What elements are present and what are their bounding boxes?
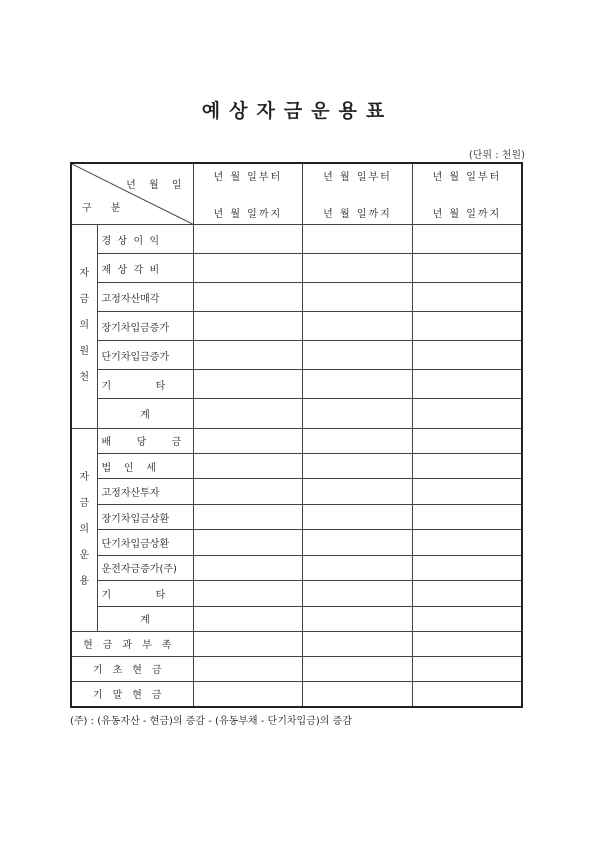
- period-to: 년 월 일까지: [213, 209, 283, 220]
- amount-cell[interactable]: [412, 254, 522, 283]
- period-header-1: [193, 163, 303, 225]
- sources-item-label: 고정자산매각: [97, 283, 193, 312]
- amount-cell[interactable]: [193, 453, 303, 478]
- amount-cell[interactable]: [303, 681, 413, 707]
- amount-cell[interactable]: [303, 555, 413, 580]
- table-row: [71, 370, 522, 399]
- amount-cell[interactable]: [303, 632, 413, 657]
- period-header-2: [303, 163, 413, 225]
- amount-cell[interactable]: [303, 254, 413, 283]
- period-from: 년 월 일부터: [432, 172, 502, 183]
- sources-item-label: 장기차입금증가: [97, 312, 193, 341]
- uses-total-row: [71, 606, 522, 631]
- amount-cell[interactable]: [193, 225, 303, 254]
- summary-row-label: 기초현금: [71, 656, 193, 681]
- table-row: [71, 225, 522, 254]
- fund-plan-table: [70, 162, 523, 708]
- amount-cell[interactable]: [412, 555, 522, 580]
- document-title: 예상자금운용표: [201, 100, 394, 122]
- table-row: [71, 504, 522, 529]
- table-row: [71, 479, 522, 504]
- sources-item-label: 기 타: [97, 370, 193, 399]
- amount-cell[interactable]: [193, 341, 303, 370]
- amount-cell[interactable]: [412, 312, 522, 341]
- amount-cell[interactable]: [193, 681, 303, 707]
- amount-cell[interactable]: [412, 606, 522, 631]
- amount-cell[interactable]: [193, 399, 303, 428]
- amount-cell[interactable]: [193, 254, 303, 283]
- amount-cell[interactable]: [412, 656, 522, 681]
- table-row: [71, 283, 522, 312]
- amount-cell[interactable]: [303, 399, 413, 428]
- sources-total-label: 계: [97, 399, 193, 428]
- amount-cell[interactable]: [193, 504, 303, 529]
- uses-item-label: 단기차입금상환: [97, 530, 193, 555]
- table-row: [71, 341, 522, 370]
- amount-cell[interactable]: [303, 312, 413, 341]
- amount-cell[interactable]: [412, 504, 522, 529]
- amount-cell[interactable]: [193, 479, 303, 504]
- uses-item-label: 장기차입금상환: [97, 504, 193, 529]
- header-category-label: 구 분: [82, 203, 129, 214]
- summary-row: [71, 656, 522, 681]
- amount-cell[interactable]: [412, 681, 522, 707]
- amount-cell[interactable]: [412, 428, 522, 453]
- sources-item-label: 경 상 이 익: [97, 225, 193, 254]
- amount-cell[interactable]: [303, 428, 413, 453]
- summary-row-label: 현금과부족: [71, 632, 193, 657]
- amount-cell[interactable]: [193, 530, 303, 555]
- amount-cell[interactable]: [303, 225, 413, 254]
- amount-cell[interactable]: [303, 656, 413, 681]
- amount-cell[interactable]: [412, 479, 522, 504]
- header-row: [71, 163, 522, 225]
- amount-cell[interactable]: [412, 453, 522, 478]
- amount-cell[interactable]: [303, 341, 413, 370]
- uses-item-label: 기 타: [97, 581, 193, 606]
- amount-cell[interactable]: [412, 632, 522, 657]
- summary-row-label: 기말현금: [71, 681, 193, 707]
- period-to: 년 월 일까지: [432, 209, 502, 220]
- summary-row: [71, 632, 522, 657]
- amount-cell[interactable]: [193, 370, 303, 399]
- amount-cell[interactable]: [412, 399, 522, 428]
- header-diagonal-cell: [71, 163, 193, 225]
- table-row: [71, 530, 522, 555]
- sources-item-label: 제 상 각 비: [97, 254, 193, 283]
- amount-cell[interactable]: [412, 341, 522, 370]
- amount-cell[interactable]: [303, 504, 413, 529]
- amount-cell[interactable]: [193, 606, 303, 631]
- uses-item-label: 고정자산투자: [97, 479, 193, 504]
- period-from: 년 월 일부터: [323, 172, 392, 183]
- table-row: [71, 555, 522, 580]
- uses-item-label: 법 인 세: [97, 453, 193, 478]
- uses-group-label: 자 금 의 운 용: [71, 428, 97, 632]
- footnote: (주) : (유동자산 - 현금)의 증감 - (유동부채 - 단기차입금)의 증감: [70, 716, 352, 727]
- amount-cell[interactable]: [303, 606, 413, 631]
- amount-cell[interactable]: [193, 555, 303, 580]
- amount-cell[interactable]: [193, 632, 303, 657]
- amount-cell[interactable]: [193, 428, 303, 453]
- amount-cell[interactable]: [303, 283, 413, 312]
- sources-total-row: [71, 399, 522, 428]
- table-row: [71, 312, 522, 341]
- uses-total-label: 계: [97, 606, 193, 631]
- table-row: [71, 428, 522, 453]
- amount-cell[interactable]: [303, 453, 413, 478]
- amount-cell[interactable]: [193, 581, 303, 606]
- amount-cell[interactable]: [193, 312, 303, 341]
- amount-cell[interactable]: [193, 283, 303, 312]
- summary-row: [71, 681, 522, 707]
- period-to: 년 월 일까지: [323, 209, 392, 220]
- unit-label: (단위 : 천원): [468, 150, 525, 161]
- header-date-label: 년 월 일: [126, 180, 187, 191]
- amount-cell[interactable]: [412, 283, 522, 312]
- uses-item-label: 배 당 금: [97, 428, 193, 453]
- amount-cell[interactable]: [303, 581, 413, 606]
- amount-cell[interactable]: [412, 225, 522, 254]
- sources-group-label: 자 금 의 원 천: [71, 225, 97, 429]
- period-from: 년 월 일부터: [213, 172, 283, 183]
- period-header-3: [412, 163, 522, 225]
- table-row: [71, 254, 522, 283]
- uses-item-label: 운전자금증가(주): [97, 555, 193, 580]
- amount-cell[interactable]: [193, 656, 303, 681]
- amount-cell[interactable]: [412, 370, 522, 399]
- amount-cell[interactable]: [412, 530, 522, 555]
- amount-cell[interactable]: [303, 479, 413, 504]
- diagonal-line: [72, 164, 193, 224]
- sources-item-label: 단기차입금증가: [97, 341, 193, 370]
- amount-cell[interactable]: [303, 530, 413, 555]
- amount-cell[interactable]: [303, 370, 413, 399]
- amount-cell[interactable]: [412, 581, 522, 606]
- table-row: [71, 581, 522, 606]
- table-row: [71, 453, 522, 478]
